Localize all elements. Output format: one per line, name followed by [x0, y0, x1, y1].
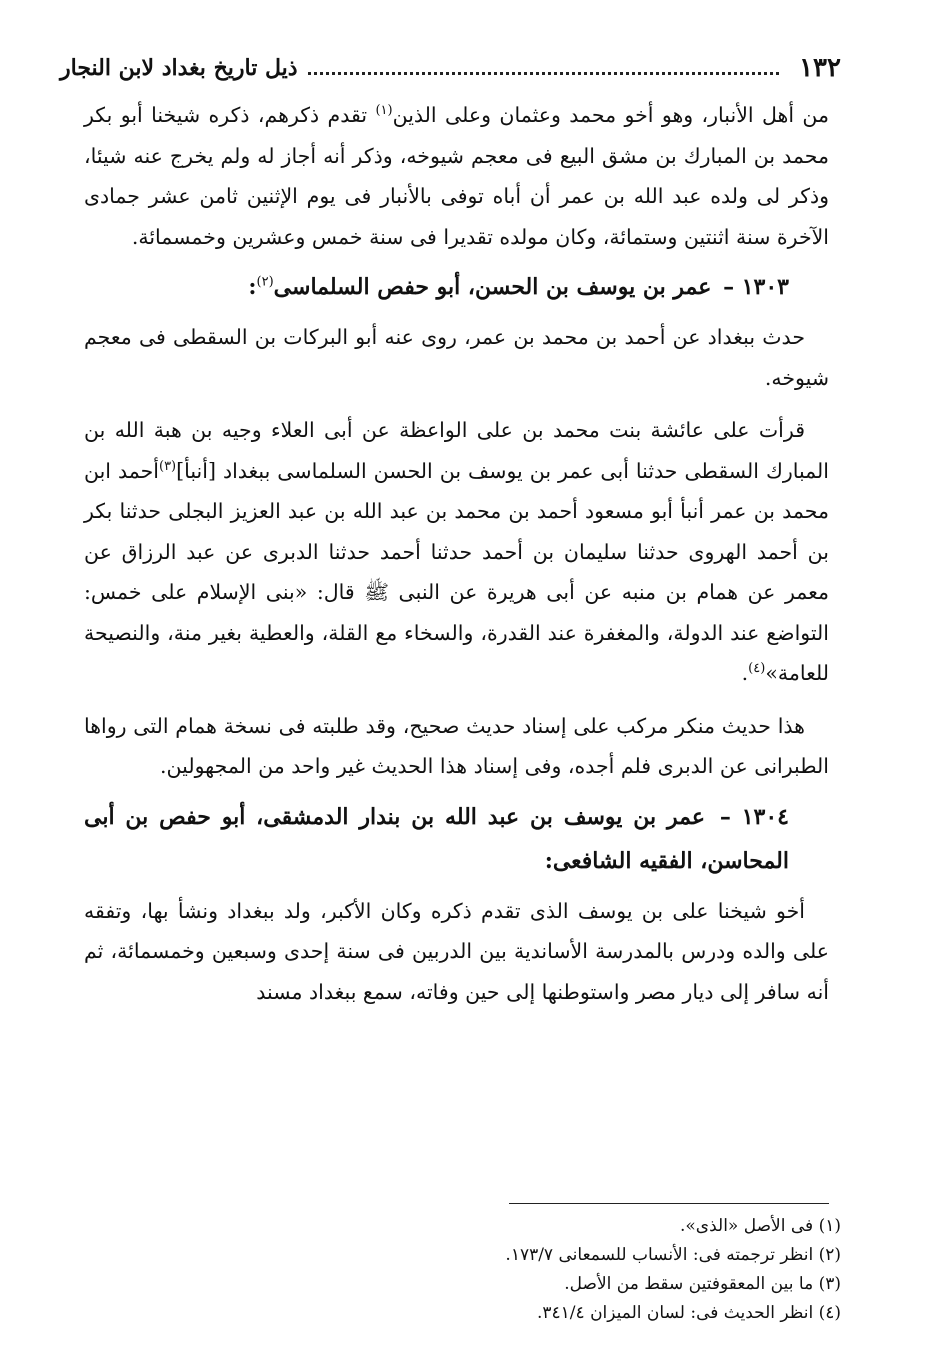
entry-title-1304: عمر بن يوسف بن عبد الله بن بندار الدمشقى، أبو حفص بن أبى المحاسن، الفقيه الشافعى:	[84, 803, 789, 874]
paragraph-4	[84, 706, 829, 787]
paragraph-3-text-b: أحمد ابن محمد بن عمر أنبأ أبو مسعود أحمد بن محمد بن عبد الله بن عبد العزيز البجلى حدثنا بكر بن أحمد الهروى حدثنا سليمان بن أحمد حدثنا أحمد حدثنا الدبرى عن عبد الرزاق عن معمر عن همام بن منبه عن أبى هريرة عن النبى ﷺ قال: «بنى الإسلام على خمس: التواضع عند الدولة، والمغفرة عند القدرة، والسخاء مع القلة، والعطية بغير منة، والنصيحة للعامة»	[84, 458, 829, 685]
footnotes	[84, 1212, 841, 1328]
entry-heading-1303	[84, 265, 829, 309]
footnote-3: (٣) ما بين المعقوفتين سقط من الأصل.	[564, 1274, 841, 1294]
footnote-1: (١) فى الأصل «الذى».	[680, 1216, 841, 1236]
footnote-divider	[509, 1203, 829, 1204]
footnote-4: (٤) انظر الحديث فى: لسان الميزان ٣٤١/٤.	[537, 1303, 841, 1323]
paragraph-5	[84, 891, 829, 1013]
entry-heading-1304	[84, 795, 829, 883]
paragraph-1-text-a: من أهل الأنبار، وهو أخو محمد وعثمان وعلى الذين	[392, 103, 829, 127]
entry-number-1304: ١٣٠٤ –	[719, 803, 789, 830]
footnote-ref-2[interactable]: (٢)	[256, 274, 274, 290]
entry-title-1303: عمر بن يوسف بن الحسن، أبو حفص السلماسى	[273, 274, 720, 300]
header-dotted-leader	[308, 62, 780, 75]
paragraph-3-text-a: قرأت على عائشة بنت محمد بن على الواعظة عن أبى العلاء وجيه بن هبة الله بن المبارك السقطى حدثنا أبى عمر بن يوسف بن الحسن السلماسى ببغداد [أنبأ]	[84, 418, 829, 483]
paragraph-2	[84, 317, 829, 398]
paragraph-2-text: حدث ببغداد عن أحمد بن محمد بن عمر، روى عنه أبو البركات بن السقطى فى معجم شيوخه.	[84, 325, 829, 390]
paragraph-3	[84, 410, 829, 694]
page-number: ١٣٢	[799, 53, 841, 83]
book-title: ذيل تاريخ بغداد لابن النجار	[60, 55, 298, 81]
paragraph-4-text: هذا حديث منكر مركب على إسناد حديث صحيح، وقد طلبته فى نسخة همام التى رواها الطبرانى عن الدبرى فلم أجده، وفى إسناد هذا الحديث غير واحد من المجهولين.	[84, 713, 829, 778]
paragraph-3-end: .	[741, 661, 749, 685]
paragraph-1	[84, 95, 829, 257]
paragraph-1-text-b: تقدم ذكرهم، ذكره شيخنا أبو بكر محمد بن المبارك بن مشق البيع فى معجم شيوخه، وذكر أنه أجاز له ولم يخرج عنه شيئا، وذكر لى ولده عبد الله بن عمر أن أباه توفى بالأنبار فى يوم الإثنين ثامن عشر جمادى الآخرة سنة اثنتين وستمائة، وكان مولده تقديرا فى سنة خمس وعشرين وخمسمائة.	[84, 103, 829, 249]
running-header	[60, 44, 841, 92]
footnote-ref-4[interactable]: (٤)	[748, 661, 766, 677]
paragraph-5-text: أخو شيخنا على بن يوسف الذى تقدم ذكره وكان الأكبر، ولد ببغداد ونشأ بها، وتفقه على والده ودرس بالمدرسة الأساندية بين الدربين فى سنة إحدى وسبعين وخمسمائة، ثم أنه سافر إلى ديار مصر واستوطنها إلى حين وفاته، سمع ببغداد مسند	[84, 898, 829, 1004]
main-text	[84, 95, 829, 1012]
footnote-ref-1[interactable]: (١)	[375, 103, 393, 119]
footnote-2: (٢) انظر ترجمته فى: الأنساب للسمعانى ١٧٣/٧.	[505, 1245, 841, 1265]
entry-number-1303: ١٣٠٣ –	[723, 274, 789, 300]
entry-colon-1303: :	[248, 274, 257, 300]
footnote-ref-3[interactable]: (٣)	[158, 458, 177, 474]
